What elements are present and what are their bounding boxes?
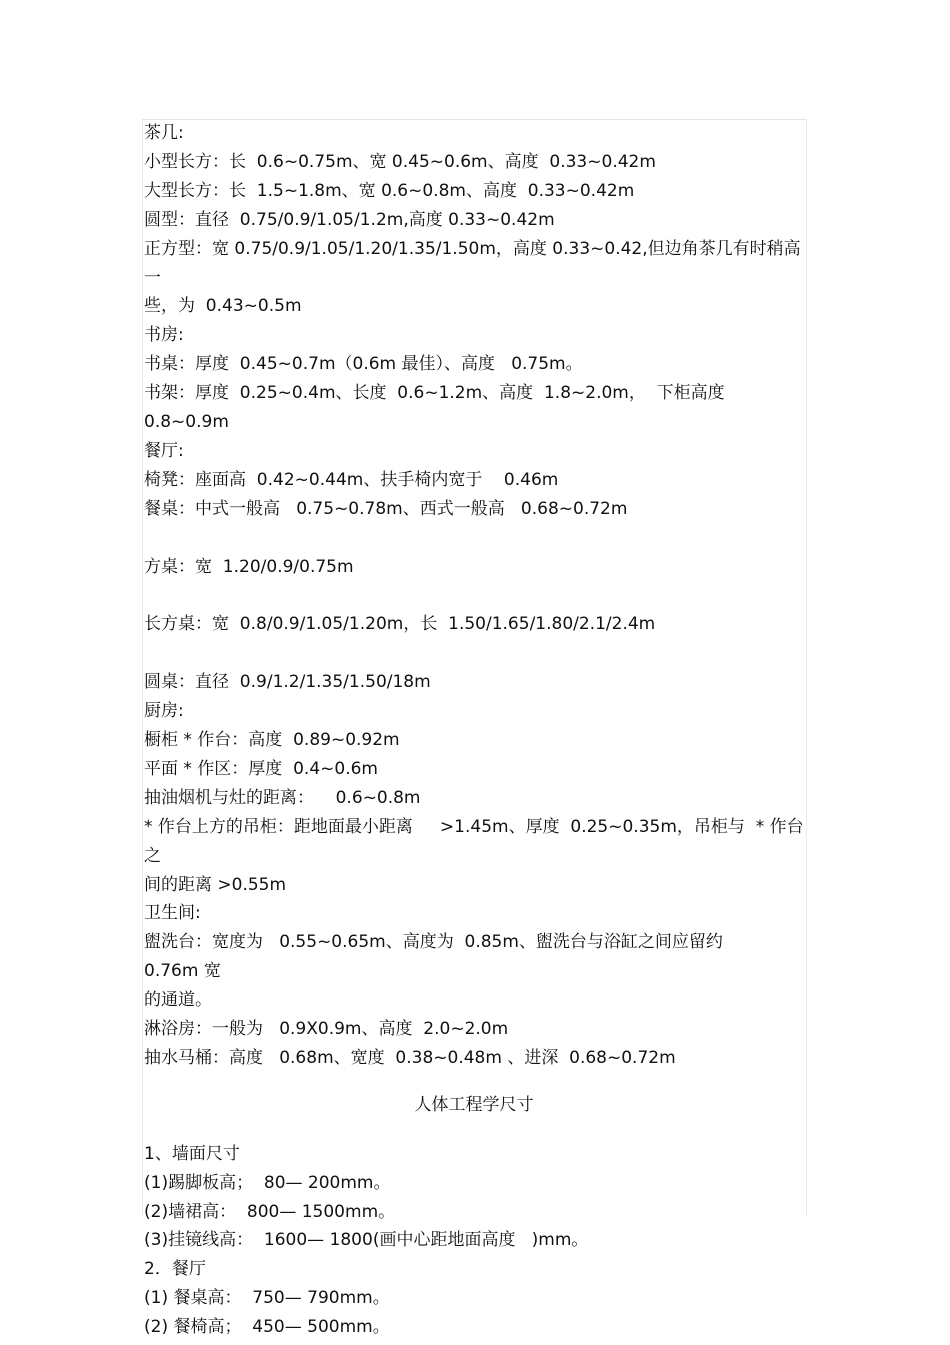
kitchen-bath-section bbox=[144, 668, 804, 1073]
text-line: (3)挂镜线高： 1600— 1800(画中心距地面高度 )mm。 bbox=[144, 1230, 589, 1251]
text-line: (2) 餐椅高； 450— 500mm。 bbox=[144, 1317, 390, 1338]
text-line: (1) 餐桌高： 750— 790mm。 bbox=[144, 1288, 390, 1309]
text-line: 抽水马桶：高度 0.68m、宽度 0.38~0.48m 、进深 0.68~0.72m bbox=[144, 1047, 676, 1068]
text-line: 书架：厚度 0.25~0.4m、长度 0.6~1.2m、高度 1.8~2.0m， 下柜高度 0.8~0.9m bbox=[144, 383, 741, 433]
furniture-section bbox=[144, 119, 804, 524]
text-line: 圆桌：直径 0.9/1.2/1.35/1.50/18m bbox=[144, 672, 431, 693]
text-line: 餐桌：中式一般高 0.75~0.78m、西式一般高 0.68~0.72m bbox=[144, 498, 628, 519]
text-line: * 作台上方的吊柜：距地面最小距离 >1.45m、厚度 0.25~0.35m，吊柜与 * 作台之 bbox=[144, 816, 804, 866]
text-line: 抽油烟机与灶的距离： 0.6~0.8m bbox=[144, 787, 421, 808]
text-line: 2．餐厅 bbox=[144, 1259, 206, 1280]
text-line: 1、墙面尺寸 bbox=[144, 1143, 240, 1164]
text-line: 卫生间: bbox=[144, 903, 201, 924]
text-line: (2)墙裙高： 800— 1500mm。 bbox=[144, 1201, 396, 1222]
section-title: 人体工程学尺寸 bbox=[414, 1094, 534, 1115]
text-line: 书桌：厚度 0.45~0.7m（0.6m 最佳）、高度 0.75m。 bbox=[144, 354, 583, 375]
blank-line bbox=[144, 581, 804, 610]
text-line: 盥洗台：宽度为 0.55~0.65m、高度为 0.85m、盥洗台与浴缸之间应留约 0.76m 宽 bbox=[144, 932, 750, 982]
document-body bbox=[144, 119, 804, 1342]
text-line: (1)踢脚板高； 80— 200mm。 bbox=[144, 1172, 391, 1193]
text-line: 茶几: bbox=[144, 123, 184, 143]
text-line: 间的距离 >0.55m bbox=[144, 874, 287, 895]
text-line: 椅凳：座面高 0.42~0.44m、扶手椅内宽于 0.46m bbox=[144, 469, 559, 490]
blank-line bbox=[144, 639, 804, 668]
text-line: 餐厅: bbox=[144, 440, 184, 461]
ergonomics-section bbox=[144, 1140, 804, 1342]
text-line: 橱柜 * 作台：高度 0.89~0.92m bbox=[144, 729, 400, 750]
text-line: 圆型：直径 0.75/0.9/1.05/1.2m,高度 0.33~0.42m bbox=[144, 209, 555, 230]
text-line: 方桌：宽 1.20/0.9/0.75m bbox=[144, 556, 354, 577]
text-line: 小型长方：长 0.6~0.75m、宽 0.45~0.6m、高度 0.33~0.42m bbox=[144, 151, 656, 172]
text-line: 长方桌：宽 0.8/0.9/1.05/1.20m，长 1.50/1.65/1.80/2.1/2.4m bbox=[144, 614, 656, 635]
text-line: 正方型：宽 0.75/0.9/1.05/1.20/1.35/1.50m，高度 0.33~0.42,但边角茶几有时稍高一 bbox=[144, 238, 801, 288]
text-line: 的通道。 bbox=[144, 990, 212, 1011]
blank-line bbox=[144, 524, 804, 553]
text-line: 厨房: bbox=[144, 701, 184, 722]
text-line: 些，为 0.43~0.5m bbox=[144, 296, 302, 317]
text-line: 大型长方：长 1.5~1.8m、宽 0.6~0.8m、高度 0.33~0.42m bbox=[144, 180, 635, 201]
text-line: 书房: bbox=[144, 325, 184, 346]
text-line: 平面 * 作区：厚度 0.4~0.6m bbox=[144, 758, 378, 779]
text-line: 淋浴房：一般为 0.9X0.9m、高度 2.0~2.0m bbox=[144, 1019, 509, 1040]
